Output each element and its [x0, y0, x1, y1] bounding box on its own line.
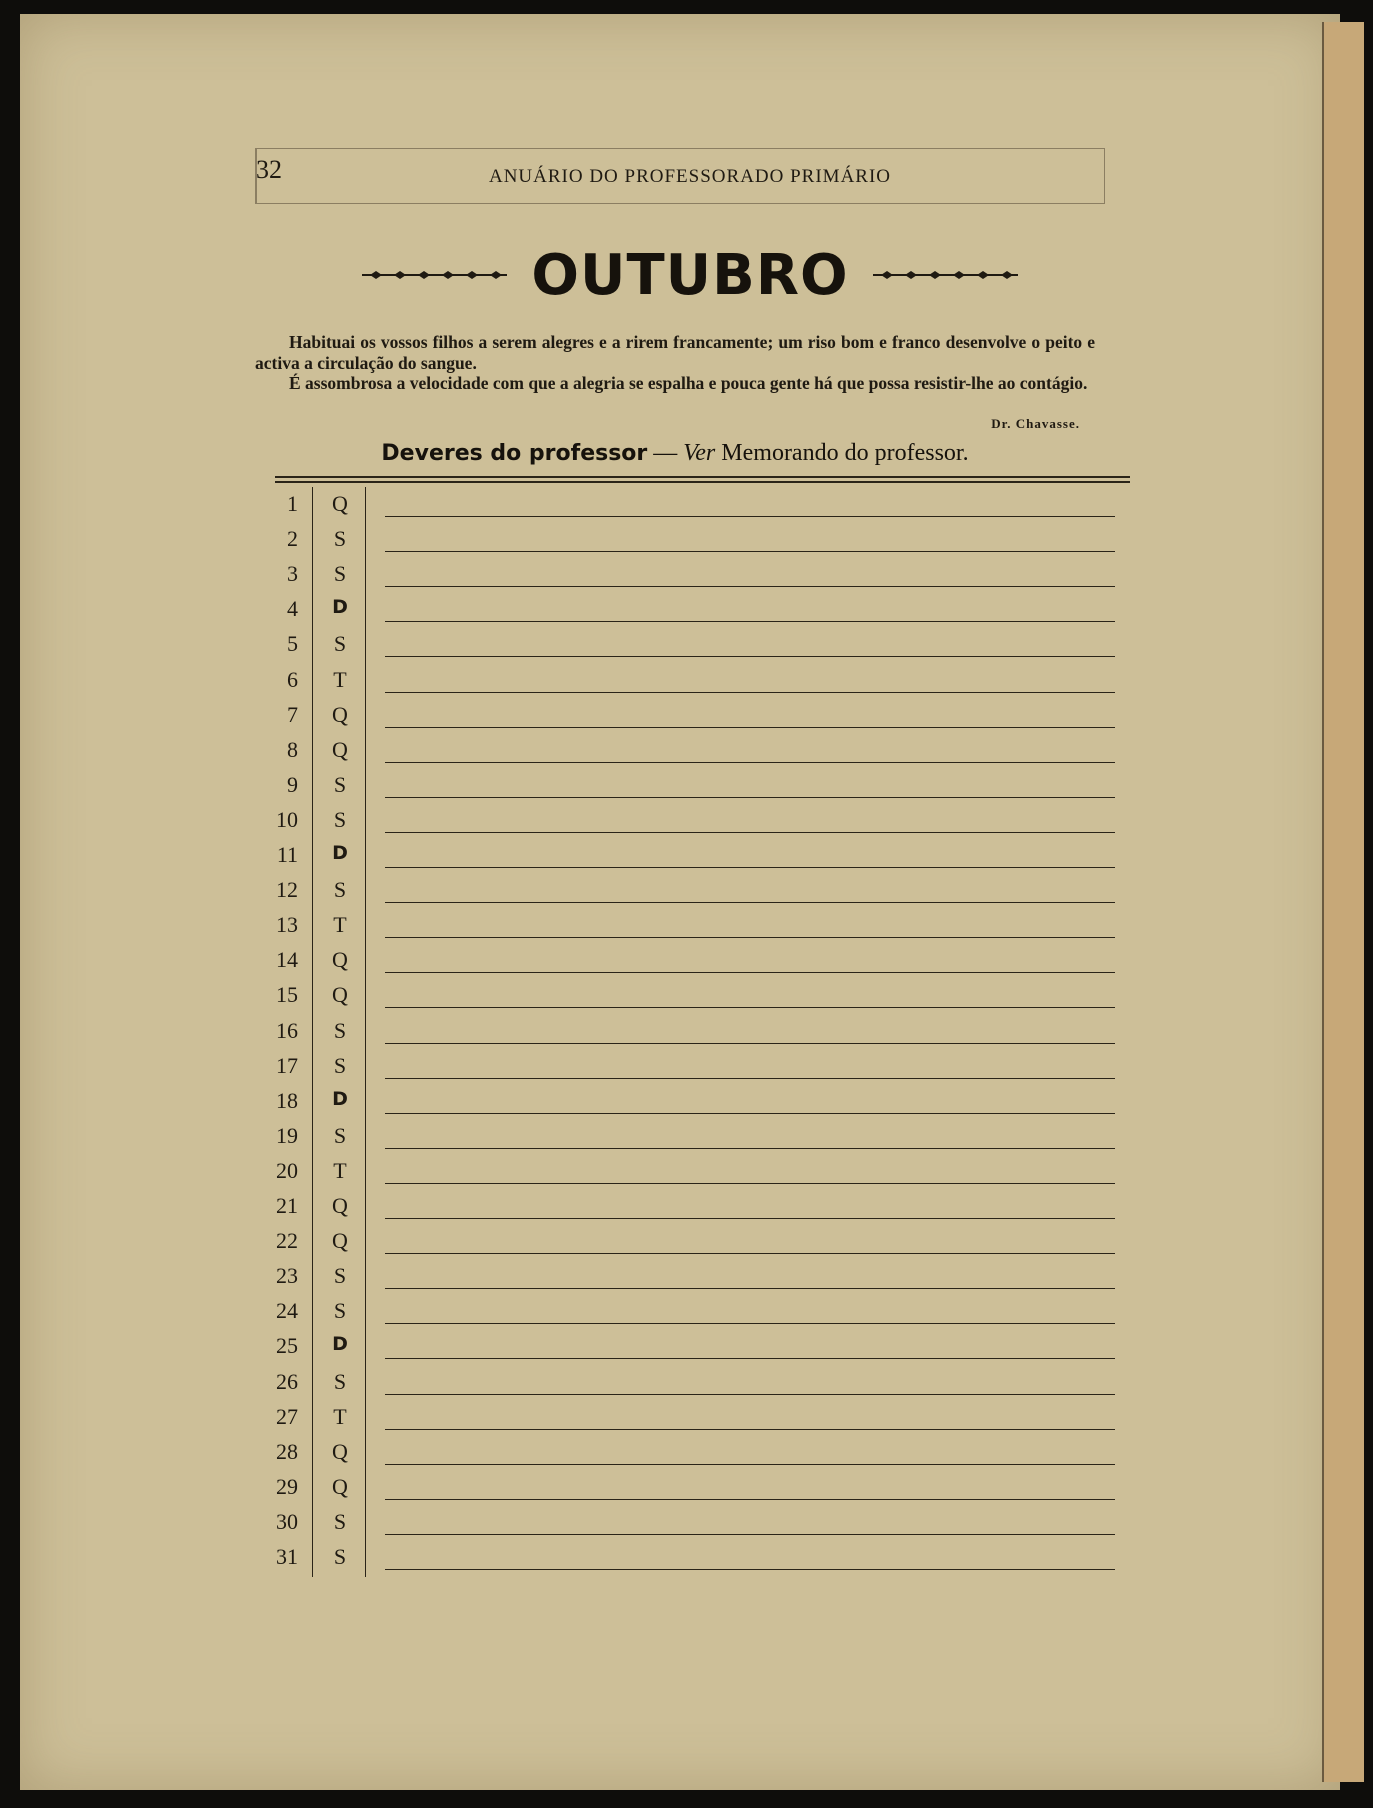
writing-line[interactable]	[385, 797, 1115, 798]
weekday-letter: S	[333, 561, 347, 587]
writing-line[interactable]	[385, 937, 1115, 938]
page-number: 32	[256, 155, 282, 184]
table-top-rule	[275, 476, 1130, 478]
weekday-letter: S	[333, 1544, 347, 1569]
day-number: 24	[276, 1298, 298, 1324]
day-row	[260, 698, 1120, 733]
writing-line[interactable]	[385, 1218, 1115, 1219]
weekday-letter: S	[333, 1052, 347, 1078]
day-number: 7	[287, 701, 298, 727]
writing-line[interactable]	[385, 1078, 1115, 1079]
day-number: 30	[276, 1508, 298, 1534]
day-row	[260, 627, 1120, 662]
weekday-letter: S	[333, 771, 347, 797]
writing-line[interactable]	[385, 1358, 1115, 1359]
day-row	[260, 768, 1120, 803]
day-row	[260, 663, 1120, 698]
day-number: 11	[276, 842, 298, 867]
weekday-letter: S	[333, 1298, 347, 1324]
day-row	[260, 943, 1120, 978]
day-row	[260, 592, 1120, 627]
day-number: 23	[276, 1263, 298, 1289]
next-page-edge	[1322, 22, 1364, 1782]
writing-line[interactable]	[385, 1534, 1115, 1535]
day-number: 5	[287, 631, 298, 657]
weekday-letter: Q	[332, 1438, 348, 1464]
weekday-letter: Q	[332, 1228, 348, 1254]
month-title: OUTUBRO	[531, 242, 849, 308]
weekday-letter: Q	[332, 947, 348, 973]
day-number: 4	[287, 596, 298, 622]
day-row	[260, 1540, 1120, 1575]
weekday-letter: S	[333, 1122, 347, 1148]
writing-line[interactable]	[385, 832, 1115, 833]
weekday-letter: S	[333, 1263, 347, 1289]
duties-dash: —	[647, 440, 684, 466]
day-row	[260, 1329, 1120, 1364]
day-number: 19	[276, 1122, 298, 1148]
writing-line[interactable]	[385, 902, 1115, 903]
day-number: 21	[276, 1193, 298, 1218]
weekday-letter: D	[332, 596, 348, 619]
day-number: 17	[276, 1052, 298, 1078]
writing-line[interactable]	[385, 1007, 1115, 1008]
weekday-letter: T	[333, 1403, 347, 1429]
writing-line[interactable]	[385, 1464, 1115, 1465]
weekday-letter: S	[333, 877, 347, 903]
writing-line[interactable]	[385, 551, 1115, 552]
day-row	[260, 1014, 1120, 1049]
weekday-letter: S	[333, 1508, 347, 1534]
duties-reference: Memorando do professor.	[715, 440, 969, 466]
writing-line[interactable]	[385, 1043, 1115, 1044]
weekday-letter: D	[332, 842, 348, 864]
day-row	[260, 733, 1120, 768]
writing-line[interactable]	[385, 1183, 1115, 1184]
day-row	[260, 1224, 1120, 1259]
table-top-rule	[275, 481, 1130, 483]
epigraph-paragraph: É assombrosa a velocidade com que a alegria se espalha e pouca gente há que possa resistir-lhe ao contágio.	[289, 373, 1088, 393]
day-row	[260, 1505, 1120, 1540]
day-number: 22	[276, 1228, 298, 1254]
day-row	[260, 873, 1120, 908]
day-row	[260, 1400, 1120, 1435]
weekday-letter: D	[332, 1333, 348, 1356]
writing-line[interactable]	[385, 621, 1115, 622]
day-row	[260, 1189, 1120, 1224]
running-title: ANUÁRIO DO PROFESSORADO PRIMÁRIO	[488, 166, 892, 187]
weekday-letter: S	[333, 631, 347, 657]
left-ornament-icon	[362, 269, 507, 281]
writing-line[interactable]	[385, 586, 1115, 587]
writing-line[interactable]	[385, 1394, 1115, 1395]
day-number: 8	[287, 736, 298, 762]
day-row	[260, 1084, 1120, 1119]
day-number: 9	[287, 771, 298, 797]
day-row	[260, 1294, 1120, 1329]
epigraph-author: Dr. Chavasse.	[991, 416, 1080, 431]
weekday-letter: T	[333, 666, 347, 692]
day-number: 18	[276, 1087, 298, 1113]
day-number: 16	[276, 1017, 298, 1043]
day-row	[260, 1119, 1120, 1154]
day-row	[260, 803, 1120, 838]
weekday-letter: T	[333, 912, 347, 938]
writing-line[interactable]	[385, 1148, 1115, 1149]
writing-line[interactable]	[385, 867, 1115, 868]
writing-line[interactable]	[385, 762, 1115, 763]
weekday-letter: Q	[332, 491, 348, 516]
writing-line[interactable]	[385, 1429, 1115, 1430]
day-number: 12	[276, 877, 298, 903]
weekday-letter: Q	[332, 736, 348, 762]
day-table	[260, 487, 1120, 1582]
weekday-letter: Q	[332, 1193, 348, 1218]
day-row	[260, 1470, 1120, 1505]
weekday-letter: S	[333, 1368, 347, 1394]
day-number: 20	[276, 1157, 298, 1183]
day-row	[260, 1259, 1120, 1294]
day-number: 28	[276, 1438, 298, 1464]
weekday-letter: Q	[332, 1473, 348, 1499]
writing-line[interactable]	[385, 727, 1115, 728]
day-number: 3	[287, 561, 298, 587]
day-number: 1	[287, 491, 298, 516]
writing-line[interactable]	[385, 1113, 1115, 1114]
day-number: 31	[276, 1544, 298, 1569]
day-number: 29	[276, 1473, 298, 1499]
writing-line[interactable]	[385, 1288, 1115, 1289]
day-number: 25	[276, 1333, 298, 1359]
day-row	[260, 487, 1120, 522]
day-row	[260, 978, 1120, 1013]
writing-line[interactable]	[385, 972, 1115, 973]
writing-line[interactable]	[385, 1569, 1115, 1570]
day-number: 6	[287, 666, 298, 692]
duties-see: Ver	[683, 440, 716, 466]
weekday-letter: T	[333, 1157, 347, 1183]
writing-line[interactable]	[385, 1323, 1115, 1324]
day-row	[260, 1154, 1120, 1189]
weekday-letter: S	[333, 1017, 347, 1043]
day-row	[260, 557, 1120, 592]
weekday-letter: Q	[332, 982, 348, 1008]
writing-line[interactable]	[385, 692, 1115, 693]
day-row	[260, 838, 1120, 873]
weekday-letter: S	[333, 806, 347, 832]
writing-line[interactable]	[385, 656, 1115, 657]
day-number: 26	[276, 1368, 298, 1394]
day-row	[260, 908, 1120, 943]
duties-heading	[255, 440, 1095, 467]
day-number: 13	[276, 912, 298, 938]
day-row	[260, 1435, 1120, 1470]
day-row	[260, 522, 1120, 557]
writing-line[interactable]	[385, 1253, 1115, 1254]
epigraph	[255, 332, 1095, 394]
weekday-letter: Q	[332, 701, 348, 727]
writing-line[interactable]	[385, 1499, 1115, 1500]
day-number: 10	[276, 806, 298, 832]
right-ornament-icon	[873, 269, 1018, 281]
writing-line[interactable]	[385, 516, 1115, 517]
weekday-letter: D	[332, 1087, 348, 1110]
weekday-letter: S	[333, 526, 347, 552]
day-number: 2	[287, 526, 298, 552]
day-row	[260, 1049, 1120, 1084]
day-number: 15	[276, 982, 298, 1008]
month-heading	[330, 240, 1050, 310]
day-number: 14	[276, 947, 298, 973]
day-row	[260, 1365, 1120, 1400]
duties-label: Deveres do professor	[381, 441, 648, 466]
epigraph-paragraph: Habituai os vossos filhos a serem alegres e a rirem francamente; um riso bom e franco desenvolve o peito e activa a circulação do sangue.	[255, 332, 1095, 373]
day-number: 27	[276, 1403, 298, 1429]
